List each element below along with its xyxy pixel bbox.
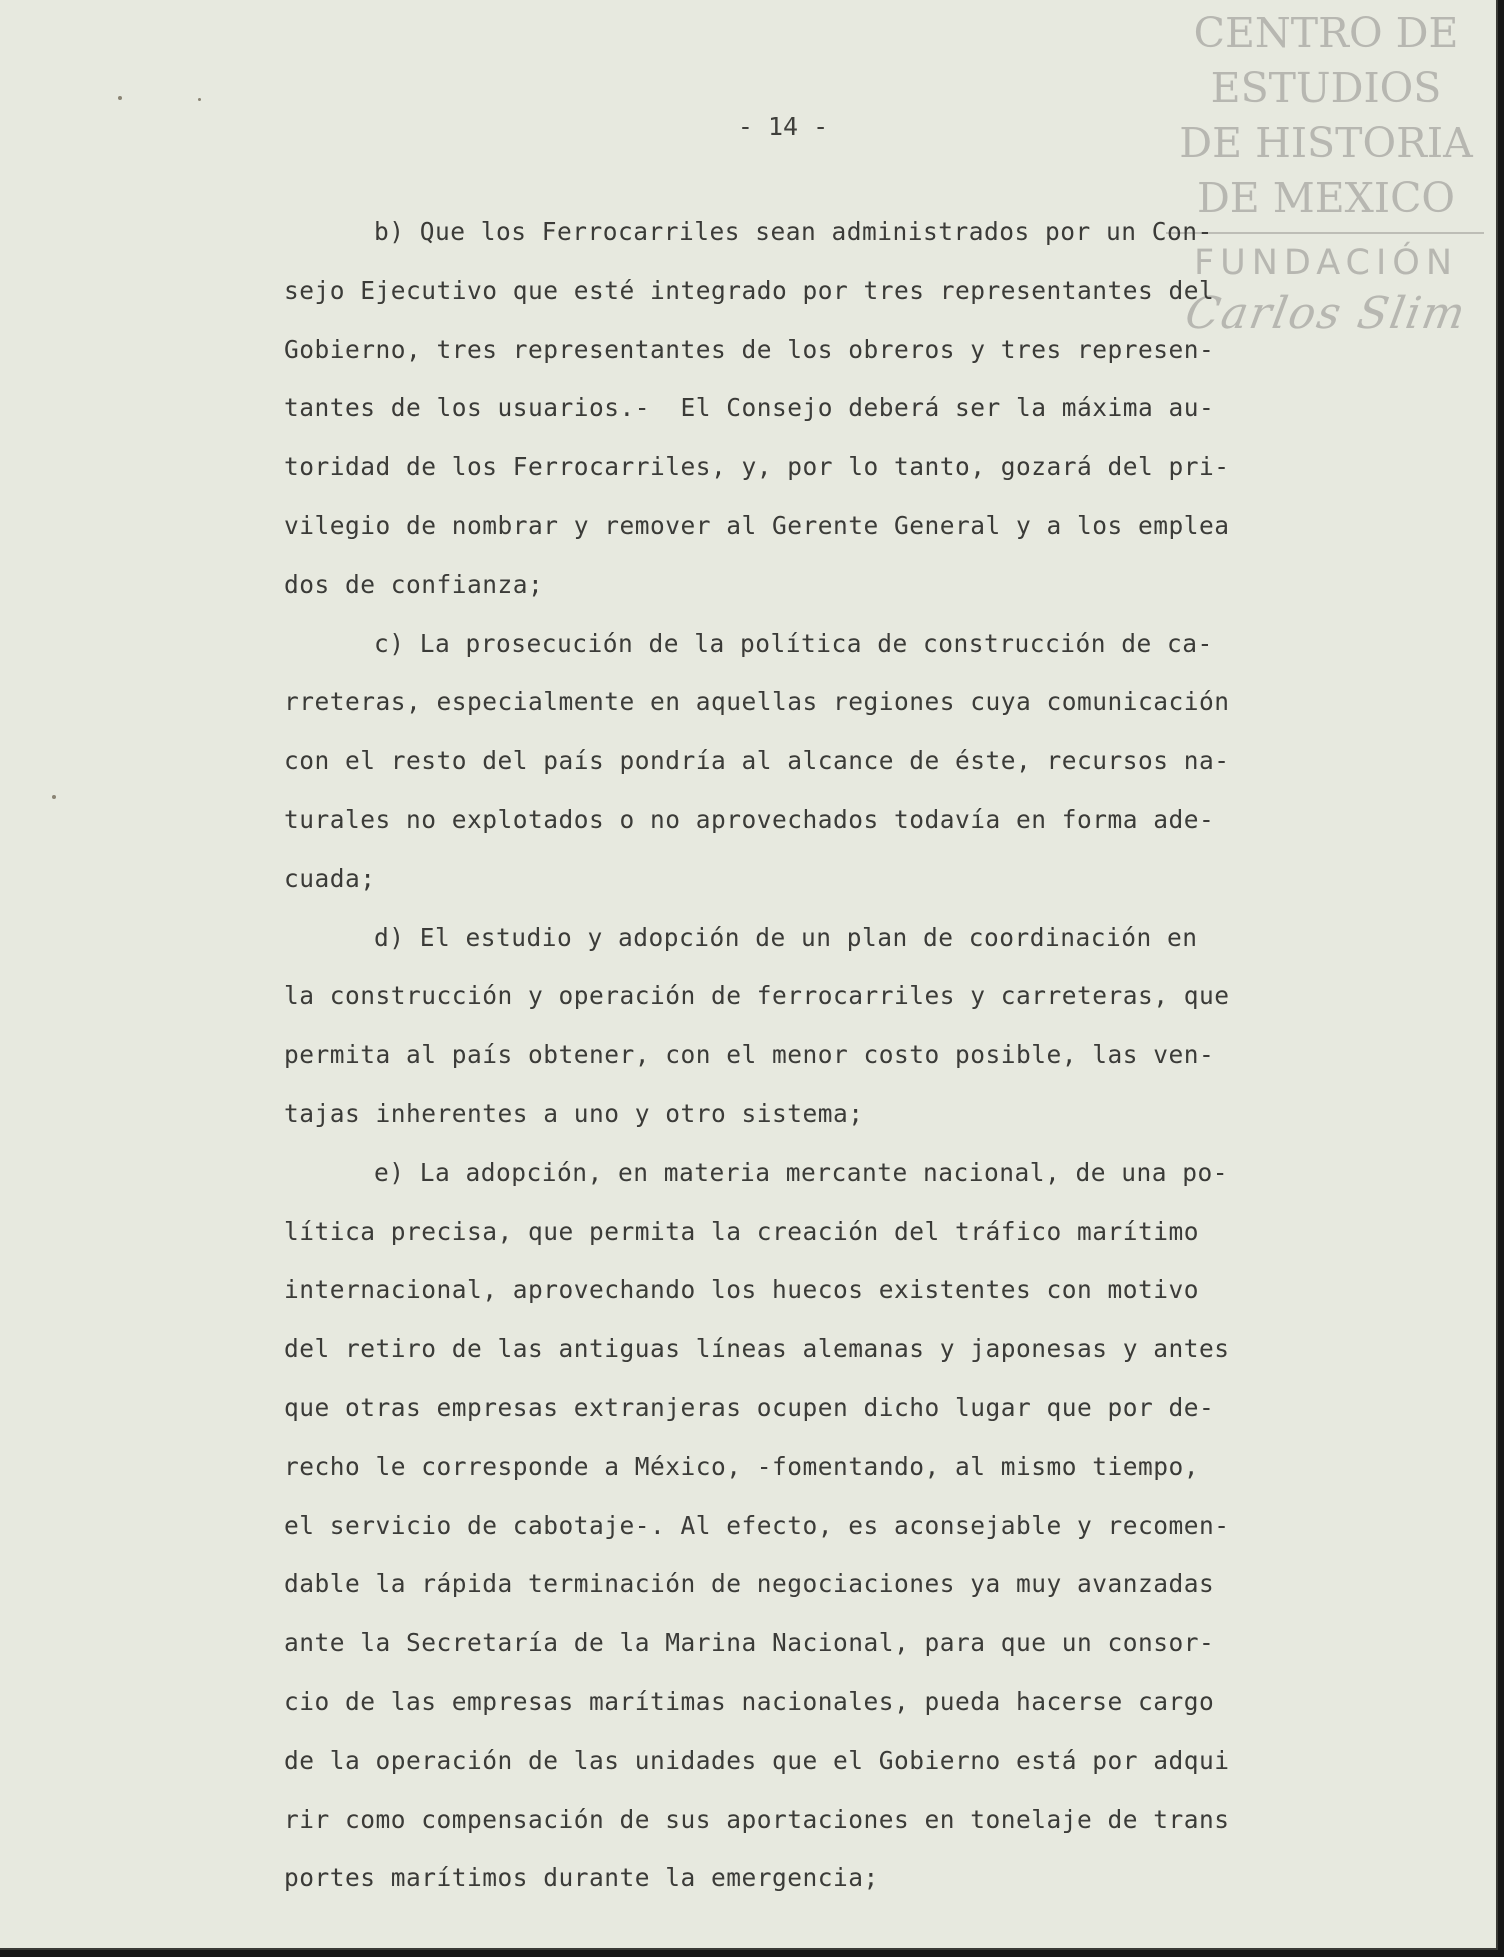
text-line: vilegio de nombrar y remover al Gerente General y a los emplea [284, 510, 1230, 540]
document-body [284, 203, 1400, 1908]
watermark-line: ESTUDIOS [1210, 64, 1442, 112]
text-line: cuada; [284, 863, 376, 893]
text-line: cio de las empresas marítimas nacionales, pueda hacerse cargo [284, 1686, 1215, 1716]
text-line: sejo Ejecutivo que esté integrado por tres representantes del [284, 275, 1215, 305]
text-line: c) La prosecución de la política de construcción de ca- [374, 628, 1213, 658]
text-line: d) El estudio y adopción de un plan de coordinación en [374, 922, 1198, 952]
text-line: ante la Secretaría de la Marina Nacional, para que un consor- [284, 1628, 1215, 1658]
text-line: del retiro de las antiguas líneas alemanas y japonesas y antes [284, 1334, 1230, 1364]
text-line: el servicio de cabotaje-. Al efecto, es aconsejable y recomen- [284, 1510, 1230, 1540]
text-line: e) La adopción, en materia mercante nacional, de una po- [374, 1157, 1229, 1187]
text-line: lítica precisa, que permita la creación del tráfico marítimo [284, 1216, 1200, 1246]
text-line: de la operación de las unidades que el Gobierno está por adqui [284, 1745, 1230, 1775]
text-line: rreteras, especialmente en aquellas regiones cuya comunicación [284, 687, 1230, 717]
paper-speck [198, 98, 201, 101]
page-number: - 14 - [737, 112, 829, 141]
paper-speck [118, 96, 122, 100]
text-line: tantes de los usuarios.- El Consejo deberá ser la máxima au- [284, 393, 1215, 423]
text-line: b) Que los Ferrocarriles sean administrados por un Con- [374, 217, 1213, 246]
watermark-line: DE HISTORIA [1179, 119, 1473, 167]
text-line: recho le corresponde a México, -fomentando, al mismo tiempo, [284, 1451, 1200, 1481]
watermark-line: DE MEXICO [1196, 174, 1456, 222]
text-line: Gobierno, tres representantes de los obreros y tres represen- [284, 334, 1215, 364]
text-line: dos de confianza; [284, 569, 544, 599]
text-line: internacional, aprovechando los huecos existentes con motivo [284, 1275, 1200, 1305]
text-line: toridad de los Ferrocarriles, y, por lo tanto, gozará del pri- [284, 452, 1230, 482]
text-line: con el resto del país pondría al alcance de éste, recursos na- [284, 746, 1230, 776]
text-line: dable la rápida terminación de negociaciones ya muy avanzadas [284, 1569, 1215, 1599]
text-line: rir como compensación de sus aportaciones en tonelaje de trans [284, 1804, 1230, 1834]
watermark-line: CENTRO DE [1193, 9, 1459, 57]
text-line: permita al país obtener, con el menor costo posible, las ven- [284, 1040, 1215, 1070]
text-line: portes marítimos durante la emergencia; [284, 1863, 879, 1893]
text-line: tajas inherentes a uno y otro sistema; [284, 1098, 864, 1128]
watermark-signature: Carlos Slim [1181, 288, 1471, 339]
text-line: turales no explotados o no aprovechados todavía en forma ade- [284, 804, 1215, 834]
text-line: que otras empresas extranjeras ocupen dicho lugar que por de- [284, 1392, 1215, 1422]
watermark-fundacion: FUNDACIÓN [1193, 243, 1459, 283]
paper-speck [52, 795, 56, 799]
text-line: la construcción y operación de ferrocarriles y carreteras, que [284, 981, 1230, 1011]
